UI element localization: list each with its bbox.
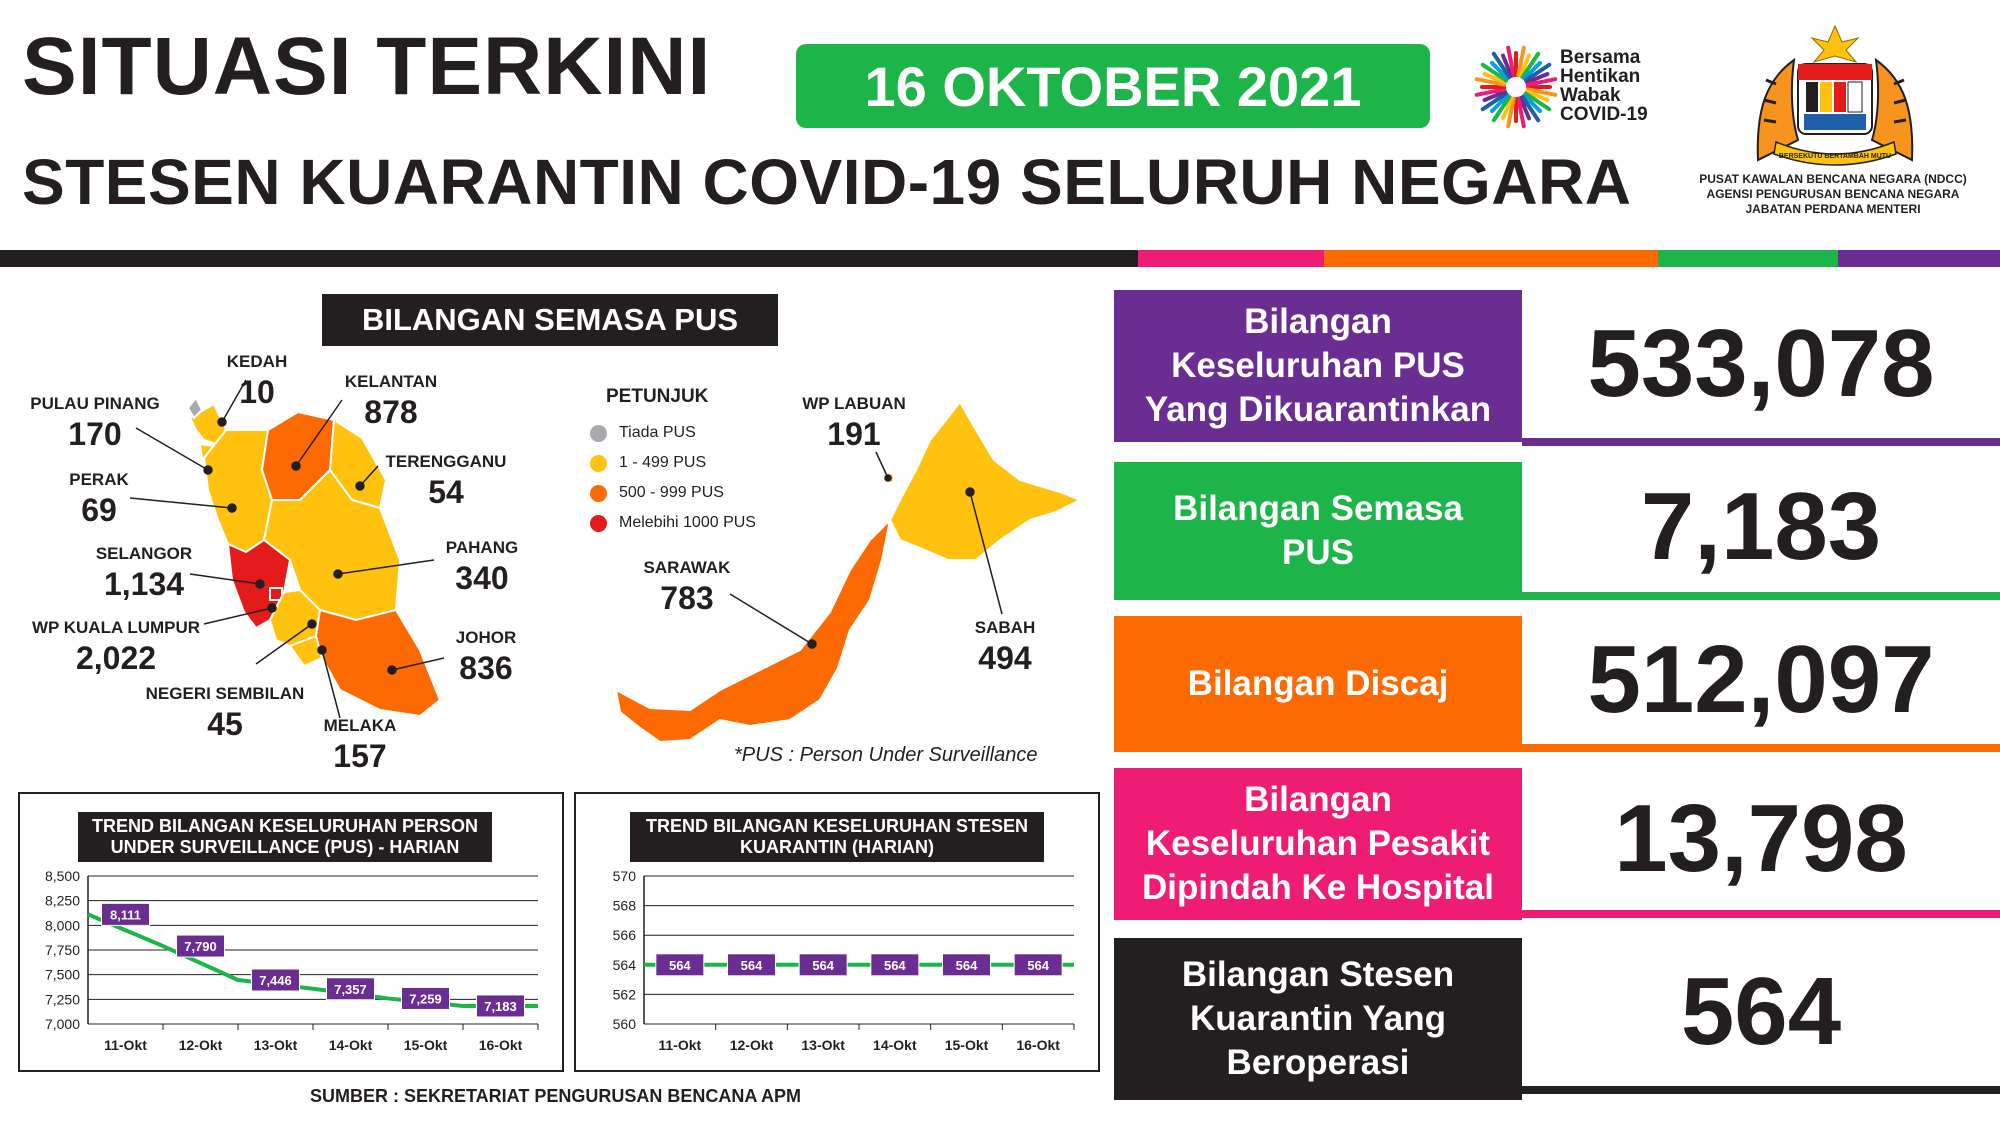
state-sabah-label: SABAH [974,618,1036,637]
stat-label-line: Bilangan Discaj [1187,664,1449,703]
divider-segment [0,250,1138,267]
x-tick-label: 16-Okt [478,1037,523,1053]
y-tick-label: 7,250 [44,991,80,1008]
state-melaka-value: 157 [333,738,387,774]
stat-label-line: Kuarantin Yang [1189,999,1447,1038]
stat-value: 533,078 [1587,310,1935,417]
stat-label-line: Keseluruhan Pesakit [1145,824,1491,863]
data-label: 564 [1027,957,1050,973]
data-label: 7,446 [259,972,292,988]
campaign-text-line: Hentikan [1560,66,1641,87]
legend-item-label: 1 - 499 PUS [619,454,707,471]
state-melaka-label: MELAKA [323,716,397,735]
stat-label-box [1114,462,1522,600]
stat-label-line: Bilangan Stesen [1181,955,1455,994]
y-tick-label: 560 [612,1016,636,1032]
data-label: 8,111 [109,907,142,923]
data-label: 564 [812,957,835,973]
data-source: SUMBER : SEKRETARIAT PENGURUSAN BENCANA APM [310,1086,802,1106]
data-label: 564 [668,957,691,973]
stat-underline [1522,438,2000,446]
coat-of-arms-emblem [1746,20,1924,170]
pus-footnote: *PUS : Person Under Surveillance [734,744,1038,766]
page-subtitle: STESEN KUARANTIN COVID-19 SELURUH NEGARA [22,146,1632,218]
x-tick-label: 15-Okt [403,1037,448,1053]
stat-underline [1522,1086,2000,1094]
stat-value: 13,798 [1614,785,1908,892]
page-title: SITUASI TERKINI [22,21,712,112]
state-pulau-pinang-value: 170 [68,416,122,452]
crest-motto: BERSEKUTU BERTAMBAH MUTU [1778,153,1892,160]
campaign-logo-text [1560,48,1648,124]
data-label: 564 [740,957,763,973]
state-pahang-value: 340 [455,560,509,596]
state-selangor-value: 1,134 [103,566,185,602]
stat-label-box [1114,768,1522,920]
x-tick-label: 14-Okt [873,1037,917,1053]
state-kelantan-value: 878 [364,394,418,430]
y-tick-label: 7,500 [44,966,80,983]
y-tick-label: 8,500 [44,868,80,884]
agency-line: AGENSI PENGURUSAN BENCANA NEGARA [1706,187,1960,201]
map-perak [204,430,272,552]
x-tick-label: 11-Okt [104,1037,147,1053]
stat-card-hospitalised [1114,768,2000,920]
state-wp-kuala-lumpur-value: 2,022 [75,640,157,676]
state-johor-value: 836 [459,650,513,686]
stat-underline [1522,592,2000,600]
stat-label-line: Bilangan [1244,302,1392,341]
chart-title-line: UNDER SURVEILLANCE (PUS) - HARIAN [110,837,460,857]
stat-label-line: Keseluruhan PUS [1171,346,1465,385]
data-label: 7,357 [334,981,367,997]
data-label: 7,259 [409,991,442,1007]
chart-title-line: TREND BILANGAN KESELURUHAN STESEN [645,816,1029,836]
state-kedah-value: 10 [239,374,275,410]
data-label: 564 [883,957,906,973]
state-pahang-label: PAHANG [445,538,519,557]
y-tick-label: 566 [612,927,636,944]
divider-segment [1324,250,1658,267]
stat-label-line: Yang Dikuarantinkan [1144,390,1492,429]
agency-line: JABATAN PERDANA MENTERI [1745,202,1921,216]
x-tick-label: 11-Okt [658,1037,702,1053]
data-label: 564 [955,957,978,973]
stat-label-box [1114,938,1522,1100]
stat-label-box [1114,290,1522,442]
station-trend-chart-title [630,812,1044,862]
legend-item [590,418,756,448]
chart-title-line: TREND BILANGAN KESELURUHAN PERSON [91,816,478,836]
y-tick-label: 562 [612,986,636,1003]
agency-name [1692,172,1974,217]
pus-trend-chart-title [78,812,492,862]
state-perak-value: 69 [81,492,117,528]
legend-item-label: Tiada PUS [619,424,696,441]
stat-underline [1522,744,2000,752]
legend-item-label: 500 - 999 PUS [619,484,724,501]
series-line [88,914,538,1006]
x-tick-label: 16-Okt [1016,1037,1060,1053]
x-tick-label: 15-Okt [944,1037,989,1053]
state-selangor-label: SELANGOR [95,544,193,563]
legend-grey-dot-icon [590,425,607,442]
state-terengganu-label: TERENGGANU [385,452,507,471]
divider-segment [1838,250,2000,267]
state-sarawak-label: SARAWAK [643,558,731,577]
state-pulau-pinang-label: PULAU PINANG [30,394,160,413]
state-sarawak-value: 783 [660,580,714,616]
x-tick-label: 13-Okt [801,1037,845,1053]
campaign-text-line: Wabak [1560,85,1621,106]
pus-trend-chart [20,860,560,1060]
agency-line: PUSAT KAWALAN BENCANA NEGARA (NDCC) [1699,172,1967,186]
header-divider [0,250,2000,267]
stats-panel [1114,290,2000,1100]
campaign-text-line: Bersama [1560,47,1641,68]
stat-label-line: Dipindah Ke Hospital [1142,868,1494,907]
stat-label-line: PUS [1282,533,1354,572]
x-tick-label: 13-Okt [253,1037,298,1053]
state-negeri-sembilan-value: 45 [207,706,243,742]
y-tick-label: 570 [612,868,636,884]
state-wp-kuala-lumpur-label: WP KUALA LUMPUR [31,618,201,637]
y-tick-label: 7,750 [44,942,80,958]
legend-item [590,478,756,508]
stat-label-line: Beroperasi [1226,1043,1410,1082]
state-wp-labuan-label: WP LABUAN [802,394,906,413]
data-label: 7,183 [484,998,517,1014]
legend-item [590,448,756,478]
stat-card-discharged [1114,616,2000,752]
y-tick-label: 8,000 [44,917,80,934]
y-tick-label: 568 [612,897,636,914]
state-wp-labuan-value: 191 [827,416,881,452]
stat-card-current-pus [1114,462,2000,600]
stat-underline [1522,910,2000,918]
legend-title: PETUNJUK [606,386,709,407]
state-negeri-sembilan-label: NEGERI SEMBILAN [145,684,305,703]
stat-value: 564 [1680,958,1842,1065]
y-tick-label: 7,000 [44,1016,80,1032]
map-sabah [890,402,1080,560]
state-kelantan-label: KELANTAN [344,372,438,391]
stat-value: 512,097 [1587,626,1935,733]
divider-segment [1138,250,1324,267]
map-section-title: BILANGAN SEMASA PUS [322,294,778,346]
divider-segment [1658,250,1838,267]
x-tick-label: 14-Okt [328,1037,373,1053]
stat-label-line: Bilangan Semasa [1173,489,1463,528]
x-tick-label: 12-Okt [729,1037,774,1053]
stat-card-operating-stations [1114,938,2000,1100]
legend-item-label: Melebihi 1000 PUS [619,514,756,531]
state-johor-label: JOHOR [455,628,517,647]
map-sarawak [616,520,890,742]
y-tick-label: 8,250 [44,892,80,909]
station-trend-chart [576,860,1096,1060]
y-tick-label: 564 [612,956,636,973]
map-legend [590,418,756,538]
date-badge: 16 OKTOBER 2021 [796,44,1430,128]
campaign-text-line: COVID-19 [1560,104,1648,125]
data-label: 7,790 [184,939,217,955]
state-sabah-value: 494 [978,640,1032,676]
state-terengganu-value: 54 [428,474,464,510]
legend-red-dot-icon [590,515,607,532]
legend-orange-dot-icon [590,485,607,502]
state-perak-label: PERAK [69,470,129,489]
x-tick-label: 12-Okt [178,1037,223,1053]
stat-label-line: Bilangan [1244,780,1392,819]
stat-value: 7,183 [1640,473,1882,580]
chart-title-line: KUARANTIN (HARIAN) [740,837,934,857]
legend-yellow-dot-icon [590,455,607,472]
stat-label-box [1114,616,1522,752]
stat-card-total-pus [1114,290,2000,448]
legend-item [590,508,756,538]
state-kedah-label: KEDAH [226,352,288,371]
